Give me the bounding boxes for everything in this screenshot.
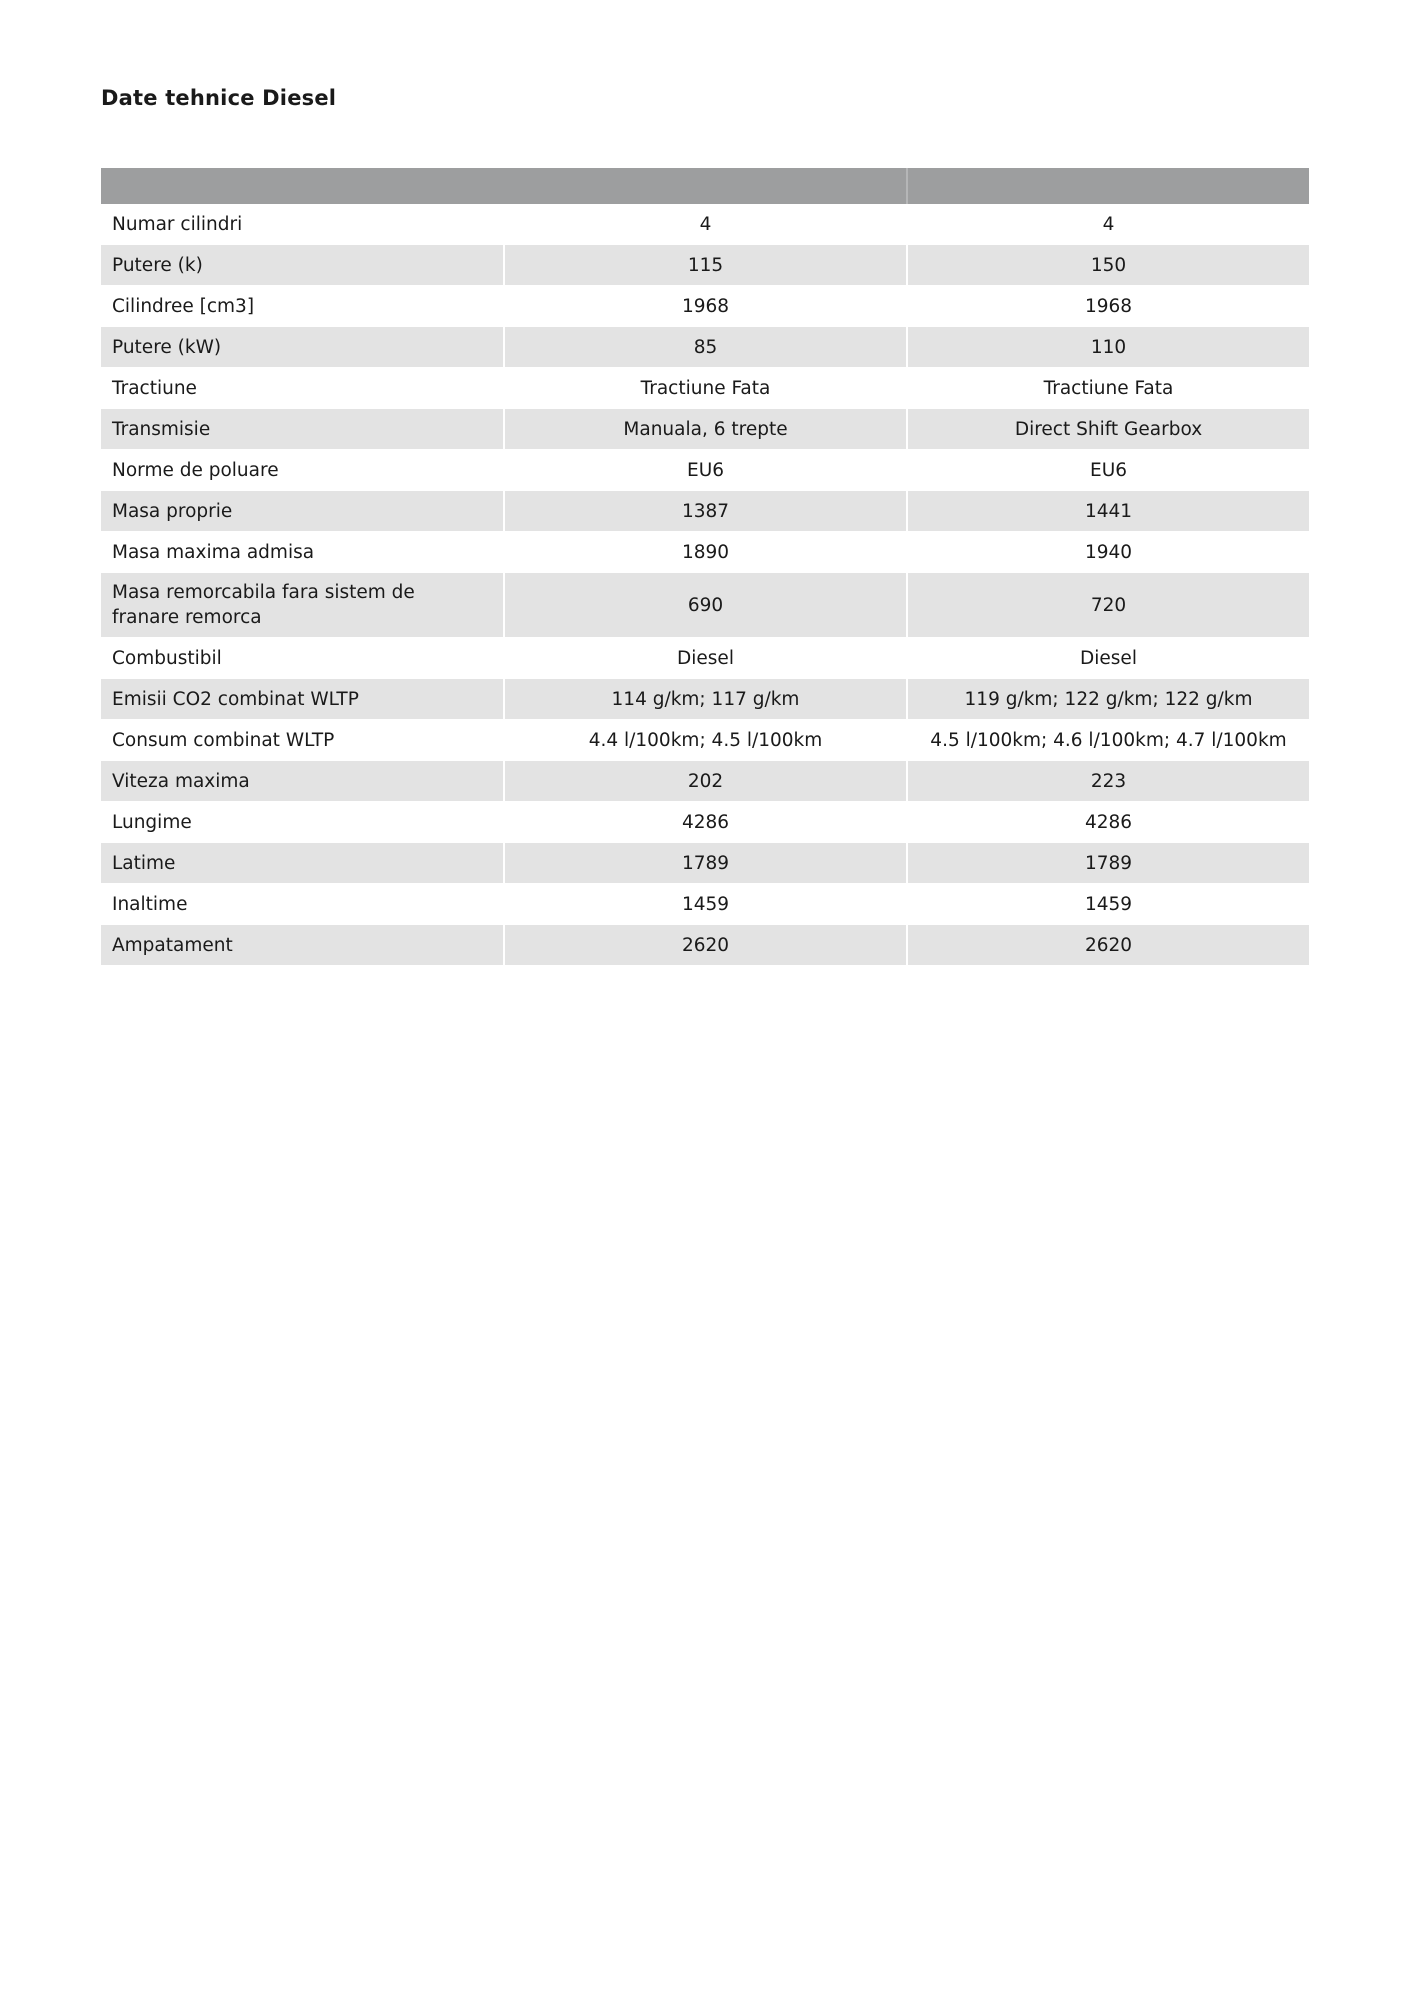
row-value-2: 1441 [907, 491, 1309, 532]
row-value-2: 150 [907, 245, 1309, 286]
row-value-2: 4 [907, 204, 1309, 245]
row-label: Tractiune [101, 368, 504, 409]
row-label: Numar cilindri [101, 204, 504, 245]
row-value-2: Direct Shift Gearbox [907, 409, 1309, 450]
row-value-2: 1789 [907, 843, 1309, 884]
row-value-2: 1459 [907, 884, 1309, 925]
row-label: Lungime [101, 802, 504, 843]
row-value-2: Tractiune Fata [907, 368, 1309, 409]
row-label: Putere (kW) [101, 327, 504, 368]
table-row [101, 286, 1309, 327]
row-value-1: 1387 [504, 491, 907, 532]
page-title: Date tehnice Diesel [101, 86, 337, 110]
row-value-2: 110 [907, 327, 1309, 368]
row-value-1: Manuala, 6 trepte [504, 409, 907, 450]
table-row [101, 638, 1309, 679]
row-label: Latime [101, 843, 504, 884]
row-value-2: 1940 [907, 532, 1309, 573]
row-value-2: 2620 [907, 925, 1309, 966]
row-value-1: 1459 [504, 884, 907, 925]
table-row [101, 843, 1309, 884]
row-value-1: Tractiune Fata [504, 368, 907, 409]
row-value-2: 4.5 l/100km; 4.6 l/100km; 4.7 l/100km [907, 720, 1309, 761]
header-cell-right [907, 168, 1309, 204]
row-value-2: 4286 [907, 802, 1309, 843]
table-row [101, 925, 1309, 966]
row-value-2: 720 [907, 573, 1309, 638]
row-value-1: 2620 [504, 925, 907, 966]
row-value-1: 202 [504, 761, 907, 802]
table-row [101, 409, 1309, 450]
header-cell-left [101, 168, 907, 204]
row-label: Ampatament [101, 925, 504, 966]
table-row [101, 884, 1309, 925]
row-label: Viteza maxima [101, 761, 504, 802]
row-value-1: 690 [504, 573, 907, 638]
row-value-1: 85 [504, 327, 907, 368]
table-row [101, 720, 1309, 761]
spec-table [101, 168, 1309, 966]
row-label: Transmisie [101, 409, 504, 450]
row-value-1: 1789 [504, 843, 907, 884]
table-row [101, 679, 1309, 720]
row-label: Putere (k) [101, 245, 504, 286]
table-row [101, 327, 1309, 368]
row-value-2: Diesel [907, 638, 1309, 679]
row-value-2: 119 g/km; 122 g/km; 122 g/km [907, 679, 1309, 720]
row-value-2: 223 [907, 761, 1309, 802]
table-row [101, 491, 1309, 532]
table-row [101, 450, 1309, 491]
row-label: Combustibil [101, 638, 504, 679]
table-header-row [101, 168, 1309, 204]
table-row [101, 245, 1309, 286]
row-label: Masa proprie [101, 491, 504, 532]
table-row [101, 204, 1309, 245]
row-value-1: 4.4 l/100km; 4.5 l/100km [504, 720, 907, 761]
table-row [101, 802, 1309, 843]
table-body [101, 204, 1309, 966]
table-row [101, 532, 1309, 573]
row-value-2: EU6 [907, 450, 1309, 491]
row-label: Emisii CO2 combinat WLTP [101, 679, 504, 720]
row-label: Inaltime [101, 884, 504, 925]
row-value-1: 114 g/km; 117 g/km [504, 679, 907, 720]
row-value-1: 1890 [504, 532, 907, 573]
row-value-1: 115 [504, 245, 907, 286]
row-label: Cilindree [cm3] [101, 286, 504, 327]
row-value-1: 4 [504, 204, 907, 245]
row-label: Masa maxima admisa [101, 532, 504, 573]
row-value-1: EU6 [504, 450, 907, 491]
row-label: Masa remorcabila fara sistem de franare remorca [101, 573, 504, 638]
table-row [101, 368, 1309, 409]
row-value-1: 4286 [504, 802, 907, 843]
table-row [101, 761, 1309, 802]
table-row [101, 573, 1309, 638]
row-label: Norme de poluare [101, 450, 504, 491]
row-value-2: 1968 [907, 286, 1309, 327]
row-value-1: 1968 [504, 286, 907, 327]
row-label: Consum combinat WLTP [101, 720, 504, 761]
row-value-1: Diesel [504, 638, 907, 679]
